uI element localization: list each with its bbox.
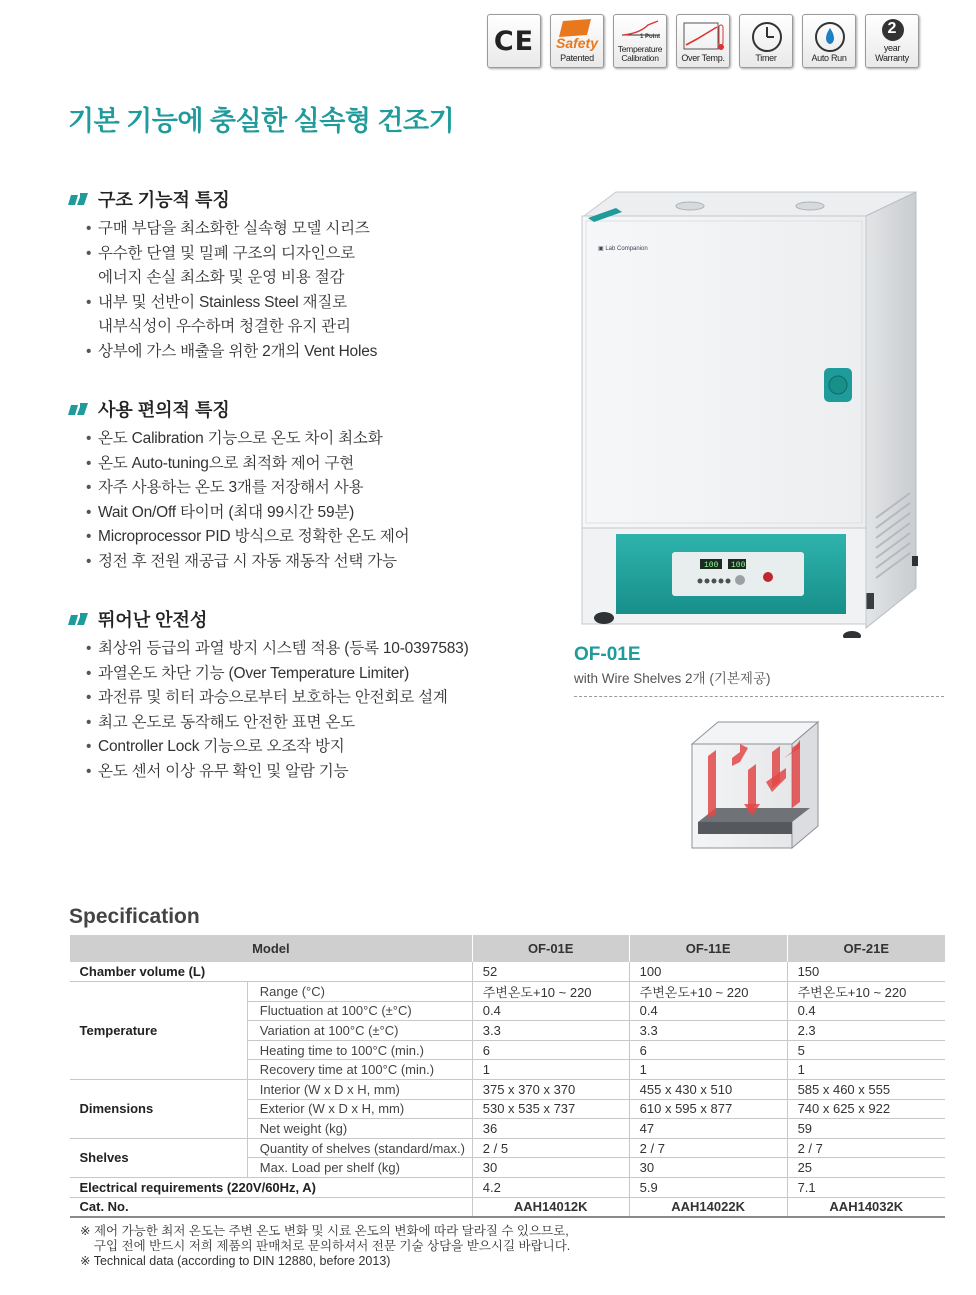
- table-cell: 주변온도+10 ~ 220: [629, 981, 787, 1001]
- section-safety: [68, 607, 469, 785]
- table-cell: 150: [787, 962, 945, 981]
- model-subtitle: with Wire Shelves 2개 (기본제공): [574, 671, 771, 686]
- column-header: OF-21E: [787, 935, 945, 962]
- table-cell: 530 x 535 x 737: [472, 1099, 629, 1119]
- table-cell: 6: [629, 1040, 787, 1060]
- auto-run-icon: [802, 14, 856, 68]
- table-row: [70, 962, 946, 981]
- ce-mark-icon: CE: [487, 14, 541, 68]
- row-label: Cat. No.: [70, 1197, 473, 1217]
- list-item: • 과전류 및 히터 과승으로부터 보호하는 안전회로 설계: [86, 686, 469, 711]
- table-cell: 1: [472, 1060, 629, 1080]
- footnote: 구입 전에 반드시 저희 제품의 판매처로 문의하셔서 전문 기술 상담을 받으시길 바랍니다.: [80, 1239, 571, 1253]
- table-cell: 36: [472, 1119, 629, 1139]
- list-item: • 내부 및 선반이 Stainless Steel 재질로 내부식성이 우수하며 청결한 유지 관리: [86, 291, 377, 340]
- table-cell: 5: [787, 1040, 945, 1060]
- table-cell: 52: [472, 962, 629, 981]
- badge-label-auto-run: Auto Run: [811, 53, 847, 63]
- warranty-icon: [865, 14, 919, 68]
- row-label: Interior (W x D x H, mm): [247, 1079, 472, 1099]
- table-cell: 25: [787, 1158, 945, 1178]
- table-cell: 2.3: [787, 1021, 945, 1041]
- table-cell: 2 / 7: [787, 1138, 945, 1158]
- section-bullet-icon: [68, 191, 90, 207]
- list-item: • 상부에 가스 배출을 위한 2개의 Vent Holes: [86, 340, 377, 365]
- row-label: Max. Load per shelf (kg): [247, 1158, 472, 1178]
- airflow-chamber-diagram: [688, 718, 824, 854]
- over-temp-icon: [676, 14, 730, 68]
- table-cell: 6: [472, 1040, 629, 1060]
- table-cell: 3.3: [629, 1021, 787, 1041]
- column-header: OF-01E: [472, 935, 629, 962]
- dashed-divider: [574, 696, 944, 697]
- table-cell: 5.9: [629, 1177, 787, 1197]
- table-cell: 100: [629, 962, 787, 981]
- list-item: • 우수한 단열 및 밀폐 구조의 디자인으로 에너지 손실 최소화 및 운영 비용 절감: [86, 242, 377, 291]
- list-item: • Controller Lock 기능으로 오조작 방지: [86, 735, 469, 760]
- column-header: OF-11E: [629, 935, 787, 962]
- temperature-calibration-icon: [613, 14, 667, 68]
- table-cell: 585 x 460 x 555: [787, 1079, 945, 1099]
- table-cell: 주변온도+10 ~ 220: [787, 981, 945, 1001]
- page-headline: 기본 기능에 충실한 실속형 건조기: [68, 106, 455, 136]
- table-cell: 30: [629, 1158, 787, 1178]
- table-row: [70, 1079, 946, 1099]
- row-label: Net weight (kg): [247, 1119, 472, 1139]
- row-label: Exterior (W x D x H, mm): [247, 1099, 472, 1119]
- list-item: • 최상위 등급의 과열 방지 시스템 적용 (등록 10-0397583): [86, 637, 469, 662]
- group-label: Temperature: [70, 981, 248, 1079]
- group-label: Shelves: [70, 1138, 248, 1177]
- feature-list: [68, 217, 377, 365]
- certification-badges: [487, 14, 919, 68]
- table-cell: 3.3: [472, 1021, 629, 1041]
- table-cell: AAH14012K: [472, 1197, 629, 1217]
- section-structure: [68, 187, 377, 365]
- list-item: • 정전 후 전원 재공급 시 자동 재동작 선택 가능: [86, 550, 409, 575]
- badge-label-timer: Timer: [755, 53, 777, 63]
- section-title: [68, 187, 377, 211]
- table-cell: 7.1: [787, 1177, 945, 1197]
- list-item: • 구매 부담을 최소화한 실속형 모델 시리즈: [86, 217, 377, 242]
- row-label: Chamber volume (L): [70, 962, 473, 981]
- table-row: [70, 1138, 946, 1158]
- table-header-row: [70, 935, 946, 962]
- row-label: Range (°C): [247, 981, 472, 1001]
- calibration-point: 1 Point: [639, 34, 660, 40]
- safety-patented-icon: [550, 14, 604, 68]
- row-label: Fluctuation at 100°C (±°C): [247, 1001, 472, 1021]
- brand-label: ▣ Lab Companion: [598, 246, 648, 252]
- section-bullet-icon: [68, 611, 90, 627]
- table-cell: 47: [629, 1119, 787, 1139]
- badge-label-warranty: year Warranty: [875, 43, 909, 63]
- table-row: [70, 1177, 946, 1197]
- table-cell: 2 / 5: [472, 1138, 629, 1158]
- table-cell: AAH14032K: [787, 1197, 945, 1217]
- table-cell: 30: [472, 1158, 629, 1178]
- footnote: ※ 제어 가능한 최저 온도는 주변 온도 변화 및 시료 온도의 변화에 따라 달라질 수 있으므로,: [80, 1224, 569, 1238]
- table-cell: 0.4: [629, 1001, 787, 1021]
- list-item: • 과열온도 차단 기능 (Over Temperature Limiter): [86, 662, 469, 687]
- row-label: Recovery time at 100°C (min.): [247, 1060, 472, 1080]
- warranty-years: 2: [887, 20, 897, 37]
- group-label: Dimensions: [70, 1079, 248, 1138]
- display-right: 100: [731, 561, 746, 570]
- list-item: • 자주 사용하는 온도 3개를 저장해서 사용: [86, 476, 409, 501]
- row-label: Quantity of shelves (standard/max.): [247, 1138, 472, 1158]
- feature-list: [68, 637, 469, 785]
- badge-label-calibration: Temperature Calibration: [617, 44, 663, 63]
- badge-label-over-temp: Over Temp.: [681, 53, 725, 63]
- feature-list: [68, 427, 409, 575]
- section-convenience: [68, 397, 409, 575]
- spec-title: Specification: [69, 905, 200, 928]
- badge-label-patented: Patented: [560, 53, 594, 63]
- timer-icon: [739, 14, 793, 68]
- drying-oven-image: [576, 188, 921, 638]
- spec-table: [69, 935, 945, 1218]
- row-label: Electrical requirements (220V/60Hz, A): [70, 1177, 473, 1197]
- list-item: • 최고 온도로 동작해도 안전한 표면 온도: [86, 711, 469, 736]
- table-cell: 2 / 7: [629, 1138, 787, 1158]
- section-title-text: 구조 기능적 특징: [98, 190, 230, 210]
- section-bullet-icon: [68, 401, 90, 417]
- table-cell: 455 x 430 x 510: [629, 1079, 787, 1099]
- display-left: 100: [704, 561, 719, 570]
- list-item: • 온도 Calibration 기능으로 온도 차이 최소화: [86, 427, 409, 452]
- table-row: [70, 1197, 946, 1217]
- table-cell: 1: [629, 1060, 787, 1080]
- table-cell: 4.2: [472, 1177, 629, 1197]
- section-title-text: 뛰어난 안전성: [98, 610, 208, 630]
- safety-title: Safety: [555, 35, 599, 51]
- section-title-text: 사용 편의적 특징: [98, 400, 230, 420]
- table-cell: 740 x 625 x 922: [787, 1099, 945, 1119]
- table-cell: 0.4: [787, 1001, 945, 1021]
- footnote: ※ Technical data (according to DIN 12880, before 2013): [80, 1254, 391, 1268]
- model-name: OF-01E: [574, 644, 641, 665]
- list-item: • Wait On/Off 타이머 (최대 99시간 59분): [86, 501, 409, 526]
- section-title: [68, 397, 409, 421]
- list-item: • Microprocessor PID 방식으로 정확한 온도 제어: [86, 525, 409, 550]
- table-cell: 375 x 370 x 370: [472, 1079, 629, 1099]
- table-cell: 610 x 595 x 877: [629, 1099, 787, 1119]
- list-item: • 온도 센서 이상 유무 확인 및 알람 기능: [86, 760, 469, 785]
- table-cell: 59: [787, 1119, 945, 1139]
- row-label: Variation at 100°C (±°C): [247, 1021, 472, 1041]
- list-item: • 온도 Auto-tuning으로 최적화 제어 구현: [86, 452, 409, 477]
- table-cell: 1: [787, 1060, 945, 1080]
- row-label: Heating time to 100°C (min.): [247, 1040, 472, 1060]
- footnotes: [80, 1224, 570, 1269]
- column-header: Model: [70, 935, 473, 962]
- table-cell: 주변온도+10 ~ 220: [472, 981, 629, 1001]
- table-row: [70, 981, 946, 1001]
- section-title: [68, 607, 469, 631]
- table-cell: 0.4: [472, 1001, 629, 1021]
- table-cell: AAH14022K: [629, 1197, 787, 1217]
